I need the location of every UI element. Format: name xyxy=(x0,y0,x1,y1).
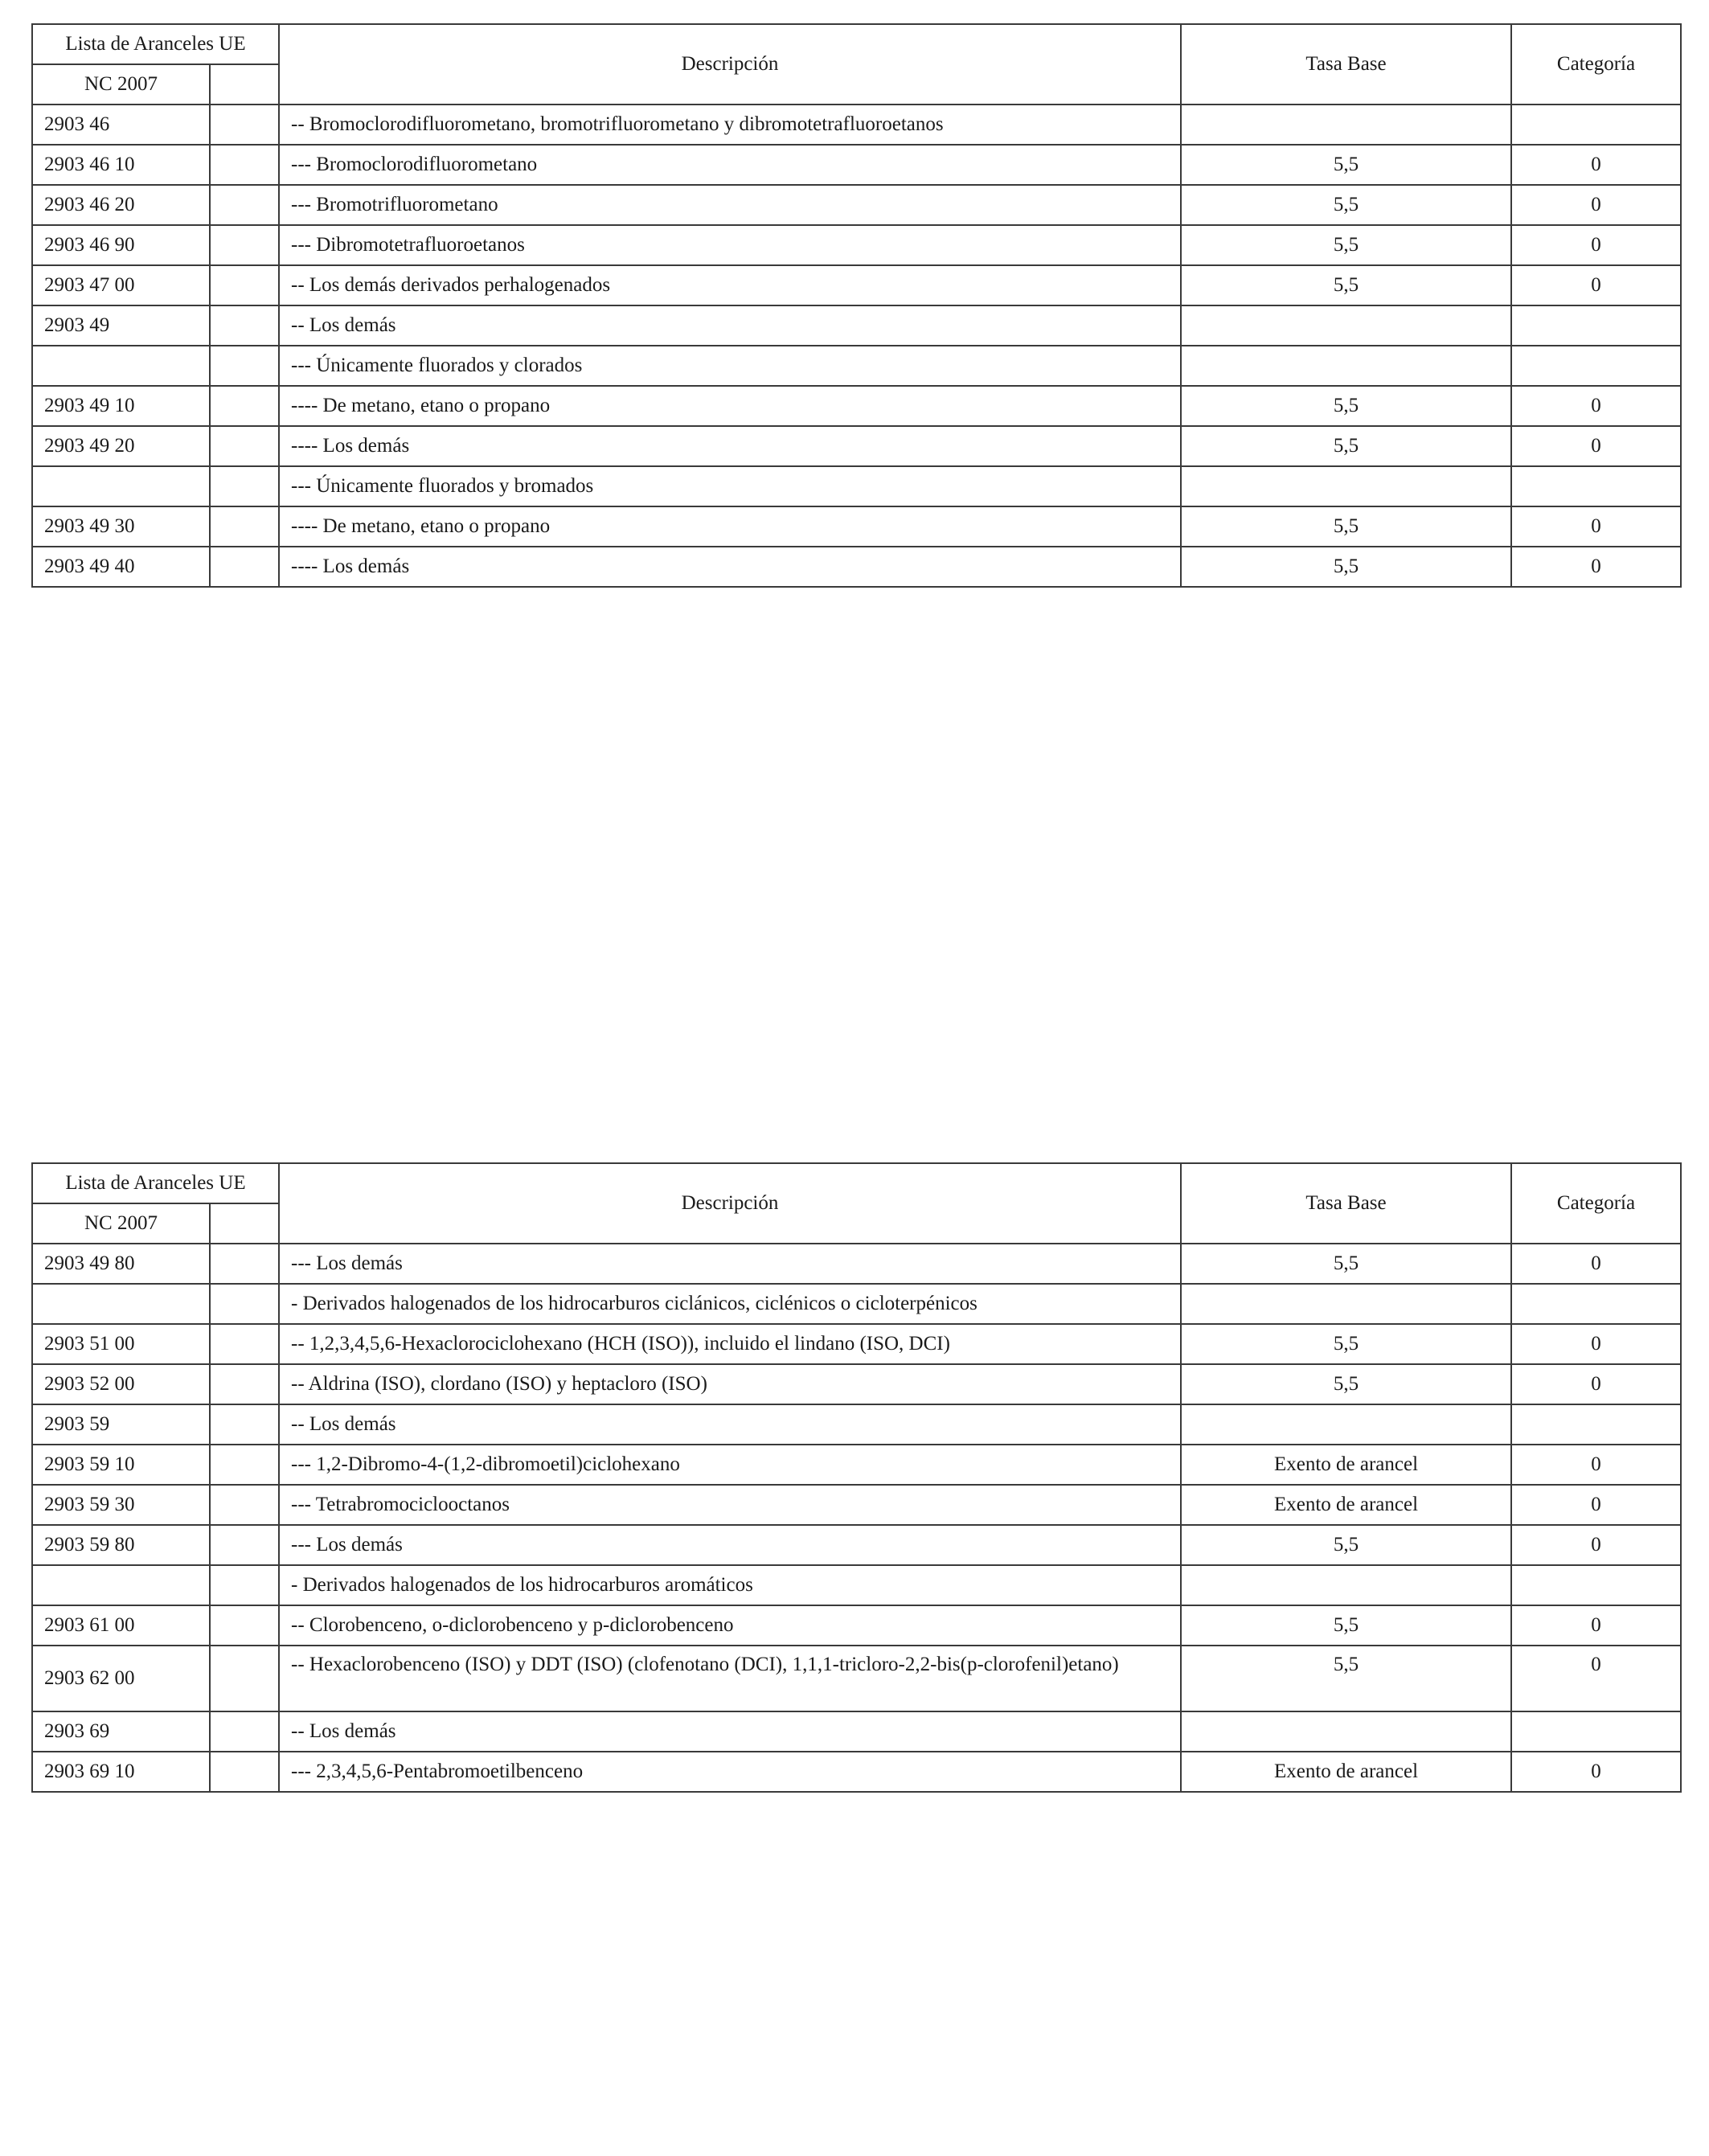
spacer-cell xyxy=(210,1445,279,1485)
tasa-base-cell: 5,5 xyxy=(1181,1324,1511,1364)
description-cell: --- Dibromotetrafluoroetanos xyxy=(279,225,1181,265)
nc-code-cell: 2903 46 10 xyxy=(32,145,210,185)
nc-code-cell: 2903 59 10 xyxy=(32,1445,210,1485)
tasa-base-cell: 5,5 xyxy=(1181,265,1511,305)
description-cell: -- Los demás xyxy=(279,1711,1181,1752)
nc-code-cell: 2903 59 xyxy=(32,1404,210,1445)
tasa-base-cell: Exento de arancel xyxy=(1181,1445,1511,1485)
nc-code-cell xyxy=(32,346,210,386)
table-row xyxy=(32,547,1681,587)
spacer-cell xyxy=(210,265,279,305)
description-cell: ---- De metano, etano o propano xyxy=(279,386,1181,426)
tasa-base-cell xyxy=(1181,105,1511,145)
tasa-base-cell: Exento de arancel xyxy=(1181,1752,1511,1792)
table-row xyxy=(32,305,1681,346)
nc-code-cell xyxy=(32,1565,210,1605)
categoria-cell: 0 xyxy=(1511,1244,1681,1284)
lista-aranceles-header: Lista de Aranceles UE xyxy=(32,24,279,64)
tasa-base-cell: 5,5 xyxy=(1181,1244,1511,1284)
tasa-base-cell: 5,5 xyxy=(1181,1364,1511,1404)
spacer-cell xyxy=(210,1752,279,1792)
table-row xyxy=(32,1364,1681,1404)
spacer-cell xyxy=(210,386,279,426)
categoria-cell: 0 xyxy=(1511,145,1681,185)
table-row xyxy=(32,1752,1681,1792)
description-cell: -- Aldrina (ISO), clordano (ISO) y heptacloro (ISO) xyxy=(279,1364,1181,1404)
nc-code-cell: 2903 69 xyxy=(32,1711,210,1752)
table-row xyxy=(32,1324,1681,1364)
categoria-cell: 0 xyxy=(1511,1364,1681,1404)
nc-code-cell: 2903 59 80 xyxy=(32,1525,210,1565)
categoria-cell xyxy=(1511,346,1681,386)
spacer-cell xyxy=(210,346,279,386)
categoria-cell xyxy=(1511,1711,1681,1752)
description-cell: --- Únicamente fluorados y clorados xyxy=(279,346,1181,386)
categoria-header: Categoría xyxy=(1511,1163,1681,1244)
table-row xyxy=(32,1445,1681,1485)
tasa-base-cell: 5,5 xyxy=(1181,225,1511,265)
description-cell: --- Bromoclorodifluorometano xyxy=(279,145,1181,185)
lista-aranceles-header: Lista de Aranceles UE xyxy=(32,1163,279,1203)
categoria-cell: 0 xyxy=(1511,386,1681,426)
spacer-cell xyxy=(210,547,279,587)
tasa-base-cell: 5,5 xyxy=(1181,426,1511,466)
nc-code-cell: 2903 49 20 xyxy=(32,426,210,466)
nc-code-cell: 2903 47 00 xyxy=(32,265,210,305)
categoria-cell: 0 xyxy=(1511,1525,1681,1565)
description-cell: -- 1,2,3,4,5,6-Hexaclorociclohexano (HCH (ISO)), incluido el lindano (ISO, DCI) xyxy=(279,1324,1181,1364)
tasa-base-cell: 5,5 xyxy=(1181,1525,1511,1565)
table-row xyxy=(32,225,1681,265)
tasa-base-header: Tasa Base xyxy=(1181,24,1511,105)
descripcion-header: Descripción xyxy=(279,24,1181,105)
description-cell: -- Clorobenceno, o-diclorobenceno y p-diclorobenceno xyxy=(279,1605,1181,1646)
tasa-base-cell xyxy=(1181,1404,1511,1445)
table-header-row xyxy=(32,24,1681,64)
table-row xyxy=(32,506,1681,547)
table-row xyxy=(32,185,1681,225)
categoria-cell: 0 xyxy=(1511,1324,1681,1364)
nc-code-cell: 2903 69 10 xyxy=(32,1752,210,1792)
descripcion-header: Descripción xyxy=(279,1163,1181,1244)
nc-code-cell xyxy=(32,466,210,506)
table-row xyxy=(32,105,1681,145)
description-cell: --- Los demás xyxy=(279,1244,1181,1284)
categoria-cell: 0 xyxy=(1511,1485,1681,1525)
description-cell: -- Los demás derivados perhalogenados xyxy=(279,265,1181,305)
tasa-base-cell xyxy=(1181,466,1511,506)
nc-code-cell: 2903 62 00 xyxy=(32,1646,210,1711)
spacer-cell xyxy=(210,506,279,547)
spacer-cell xyxy=(210,1711,279,1752)
tasa-base-cell: 5,5 xyxy=(1181,145,1511,185)
tasa-base-cell xyxy=(1181,1284,1511,1324)
table-row xyxy=(32,1525,1681,1565)
spacer-cell xyxy=(210,1525,279,1565)
nc-code-cell: 2903 46 90 xyxy=(32,225,210,265)
description-cell: ---- Los demás xyxy=(279,547,1181,587)
categoria-cell: 0 xyxy=(1511,225,1681,265)
table-row xyxy=(32,1646,1681,1711)
tasa-base-cell xyxy=(1181,346,1511,386)
table-row xyxy=(32,265,1681,305)
description-cell: -- Bromoclorodifluorometano, bromotrifluorometano y dibromotetrafluoroetanos xyxy=(279,105,1181,145)
tariff-table-2 xyxy=(31,1162,1682,1793)
table-row xyxy=(32,1711,1681,1752)
tariff-table-1 xyxy=(31,23,1682,588)
tasa-base-cell xyxy=(1181,1711,1511,1752)
nc-code-cell: 2903 46 20 xyxy=(32,185,210,225)
categoria-cell: 0 xyxy=(1511,547,1681,587)
spacer-cell xyxy=(210,1284,279,1324)
categoria-cell xyxy=(1511,305,1681,346)
empty-header-cell xyxy=(210,64,279,105)
categoria-cell xyxy=(1511,1404,1681,1445)
spacer-cell xyxy=(210,225,279,265)
spacer-cell xyxy=(210,105,279,145)
nc-2007-header: NC 2007 xyxy=(32,64,210,105)
empty-header-cell xyxy=(210,1203,279,1244)
description-cell: ---- De metano, etano o propano xyxy=(279,506,1181,547)
tasa-base-cell: 5,5 xyxy=(1181,1646,1511,1711)
nc-code-cell: 2903 51 00 xyxy=(32,1324,210,1364)
nc-code-cell: 2903 52 00 xyxy=(32,1364,210,1404)
description-cell: --- Bromotrifluorometano xyxy=(279,185,1181,225)
spacer-cell xyxy=(210,1244,279,1284)
spacer-cell xyxy=(210,1485,279,1525)
categoria-cell: 0 xyxy=(1511,426,1681,466)
nc-code-cell: 2903 61 00 xyxy=(32,1605,210,1646)
tasa-base-cell: 5,5 xyxy=(1181,506,1511,547)
table-row xyxy=(32,1485,1681,1525)
spacer-cell xyxy=(210,185,279,225)
description-cell: --- 1,2-Dibromo-4-(1,2-dibromoetil)ciclohexano xyxy=(279,1445,1181,1485)
table-row xyxy=(32,1284,1681,1324)
description-cell: --- Únicamente fluorados y bromados xyxy=(279,466,1181,506)
spacer-cell xyxy=(210,1605,279,1646)
table-header-row xyxy=(32,1163,1681,1203)
spacer-cell xyxy=(210,466,279,506)
tasa-base-cell xyxy=(1181,1565,1511,1605)
categoria-header: Categoría xyxy=(1511,24,1681,105)
tasa-base-cell: Exento de arancel xyxy=(1181,1485,1511,1525)
tasa-base-cell: 5,5 xyxy=(1181,547,1511,587)
spacer-cell xyxy=(210,426,279,466)
description-cell: - Derivados halogenados de los hidrocarburos aromáticos xyxy=(279,1565,1181,1605)
tasa-base-cell xyxy=(1181,305,1511,346)
spacer-cell xyxy=(210,1404,279,1445)
categoria-cell xyxy=(1511,1565,1681,1605)
categoria-cell xyxy=(1511,105,1681,145)
description-cell: -- Hexaclorobenceno (ISO) y DDT (ISO) (clofenotano (DCI), 1,1,1-tricloro-2,2-bis(p-clorofenil)etano) xyxy=(279,1646,1181,1711)
table-row xyxy=(32,1605,1681,1646)
nc-code-cell xyxy=(32,1284,210,1324)
spacer-cell xyxy=(210,145,279,185)
spacer-cell xyxy=(210,1646,279,1711)
categoria-cell: 0 xyxy=(1511,1605,1681,1646)
categoria-cell: 0 xyxy=(1511,506,1681,547)
table-row xyxy=(32,1404,1681,1445)
categoria-cell: 0 xyxy=(1511,1752,1681,1792)
table-row xyxy=(32,426,1681,466)
tasa-base-cell: 5,5 xyxy=(1181,185,1511,225)
table-row xyxy=(32,346,1681,386)
categoria-cell: 0 xyxy=(1511,1646,1681,1711)
description-cell: --- Tetrabromociclooctanos xyxy=(279,1485,1181,1525)
table-row xyxy=(32,1244,1681,1284)
categoria-cell: 0 xyxy=(1511,185,1681,225)
description-cell: --- Los demás xyxy=(279,1525,1181,1565)
nc-2007-header: NC 2007 xyxy=(32,1203,210,1244)
spacer-cell xyxy=(210,1324,279,1364)
nc-code-cell: 2903 49 80 xyxy=(32,1244,210,1284)
table-row xyxy=(32,466,1681,506)
categoria-cell: 0 xyxy=(1511,265,1681,305)
tasa-base-cell: 5,5 xyxy=(1181,386,1511,426)
nc-code-cell: 2903 49 40 xyxy=(32,547,210,587)
nc-code-cell: 2903 46 xyxy=(32,105,210,145)
spacer-cell xyxy=(210,305,279,346)
nc-code-cell: 2903 49 30 xyxy=(32,506,210,547)
nc-code-cell: 2903 59 30 xyxy=(32,1485,210,1525)
table-row xyxy=(32,386,1681,426)
table-row xyxy=(32,145,1681,185)
categoria-cell xyxy=(1511,466,1681,506)
description-cell: - Derivados halogenados de los hidrocarburos ciclánicos, ciclénicos o cicloterpénicos xyxy=(279,1284,1181,1324)
categoria-cell xyxy=(1511,1284,1681,1324)
description-cell: --- 2,3,4,5,6-Pentabromoetilbenceno xyxy=(279,1752,1181,1792)
description-cell: -- Los demás xyxy=(279,1404,1181,1445)
spacer-cell xyxy=(210,1565,279,1605)
description-cell: ---- Los demás xyxy=(279,426,1181,466)
tasa-base-header: Tasa Base xyxy=(1181,1163,1511,1244)
categoria-cell: 0 xyxy=(1511,1445,1681,1485)
tasa-base-cell: 5,5 xyxy=(1181,1605,1511,1646)
description-cell: -- Los demás xyxy=(279,305,1181,346)
nc-code-cell: 2903 49 10 xyxy=(32,386,210,426)
spacer-cell xyxy=(210,1364,279,1404)
nc-code-cell: 2903 49 xyxy=(32,305,210,346)
table-row xyxy=(32,1565,1681,1605)
